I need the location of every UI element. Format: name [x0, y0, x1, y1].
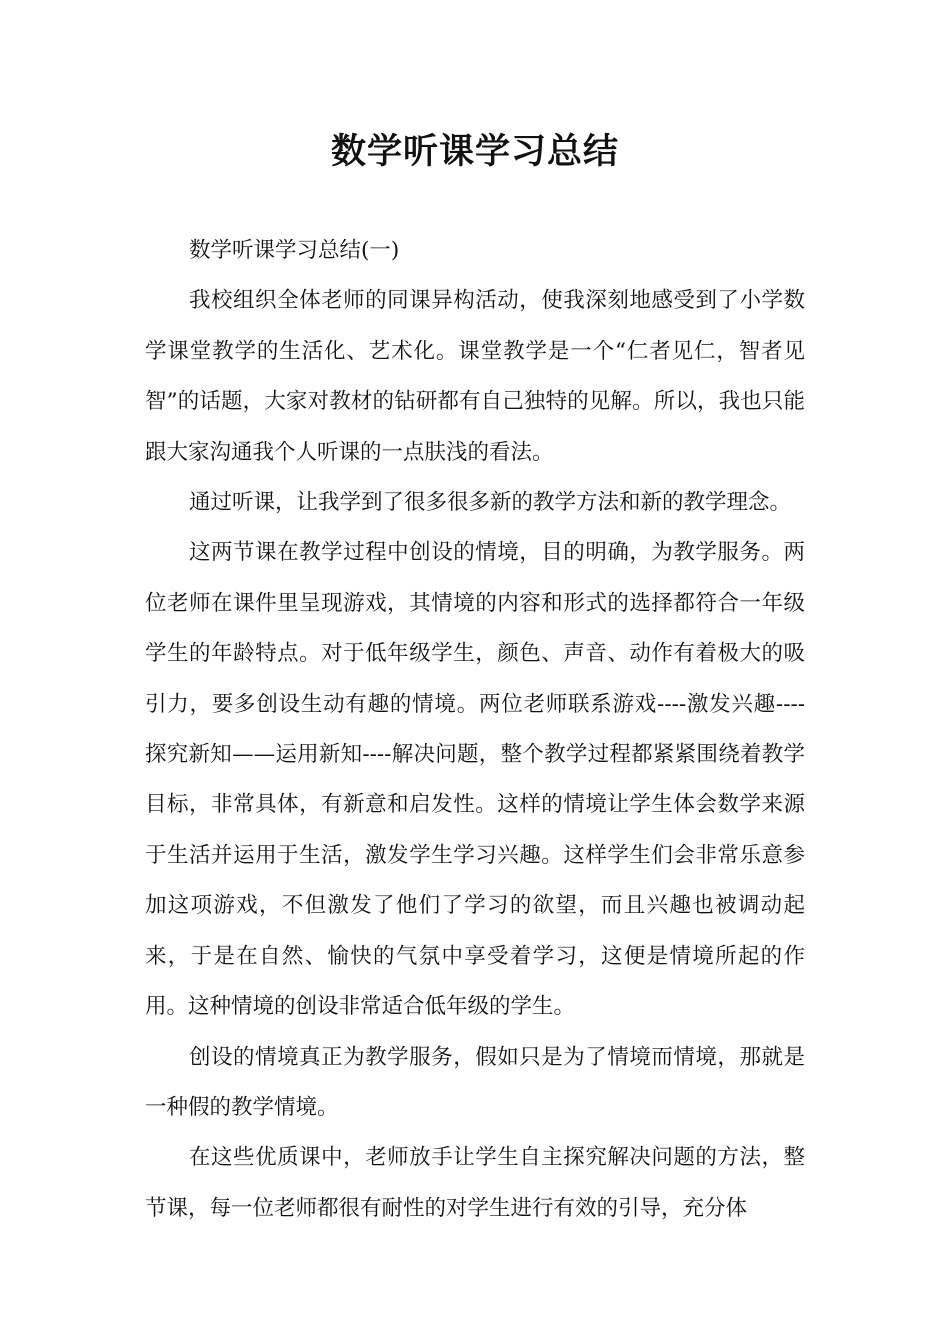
paragraph: 通过听课，让我学到了很多很多新的教学方法和新的教学理念。 [189, 490, 792, 516]
document-body [145, 226, 805, 1234]
paragraph: 在这些优质课中，老师放手让学生自主探究解决问题的方法，整节课，每一位老师都很有耐性的对学生进行有效的引导，充分体 [145, 1145, 805, 1221]
paragraph-heading: 数学听课学习总结(一) [189, 238, 400, 263]
document-title: 数学听课学习总结 [330, 132, 619, 172]
paragraph: 创设的情境真正为教学服务，假如只是为了情境而情境，那就是一种假的教学情境。 [145, 1044, 805, 1120]
paragraph: 这两节课在教学过程中创设的情境，目的明确，为教学服务。两位老师在课件里呈现游戏，其情境的内容和形式的选择都符合一年级学生的年龄特点。对于低年级学生，颜色、声音、动作有着极大的吸引力，要多创设生动有趣的情境。两位老师联系游戏----激发兴趣----探究新知——运用新知----解决问题，整个教学过程都紧紧围绕着教学目标，非常具体，有新意和启发性。这样的情境让学生体会数学来源于生活并运用于生活，激发学生学习兴趣。这样学生们会非常乐意参加这项游戏，不但激发了他们了学习的欲望，而且兴趣也被调动起来，于是在自然、愉快的气氛中享受着学习，这便是情境所起的作用。这种情境的创设非常适合低年级的学生。 [145, 540, 805, 1020]
paragraph: 我校组织全体老师的同课异构活动，使我深刻地感受到了小学数学课堂教学的生活化、艺术化。课堂教学是一个“仁者见仁，智者见智”的话题，大家对教材的钻研都有自己独特的见解。所以，我也只能跟大家沟通我个人听课的一点肤浅的看法。 [145, 288, 805, 465]
